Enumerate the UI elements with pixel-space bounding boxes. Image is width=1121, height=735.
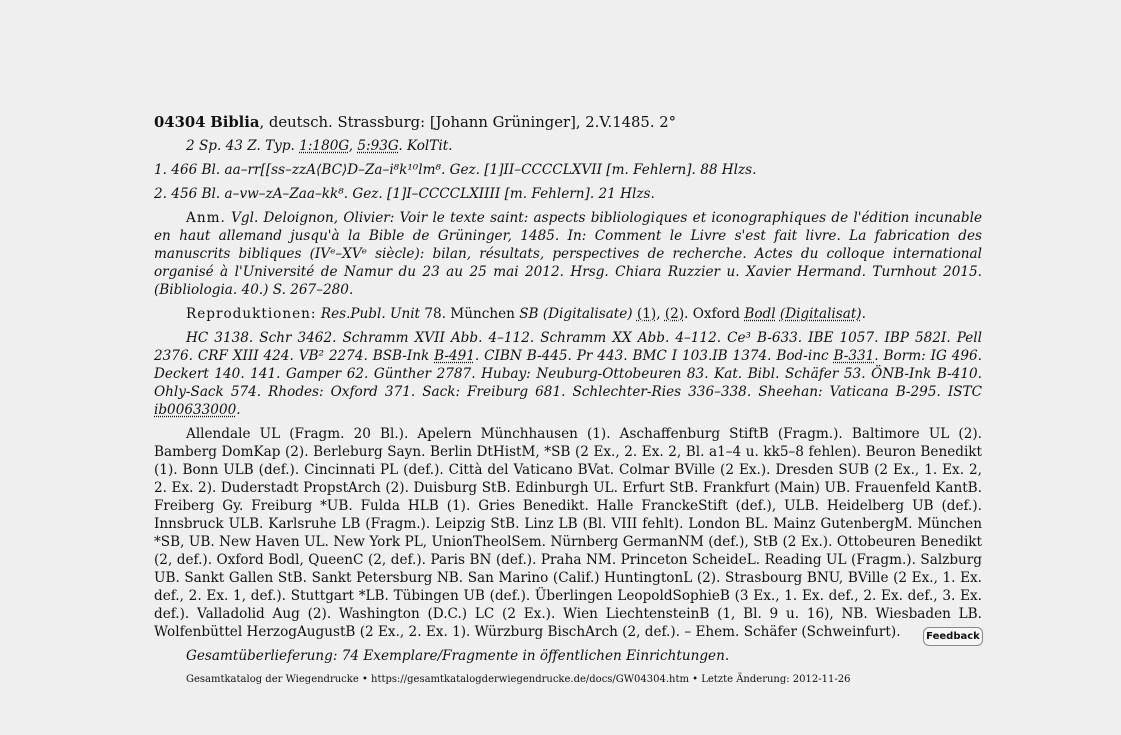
record-title: Biblia [210,114,260,131]
anm-text: Vgl. Deloignon, Olivier: Voir le texte saint: aspects bibliologiques et iconographiques de l'édition incunable en haut allemand jusqu'à la Bible de Grüninger, 1485. In: Comment le Livre s'est fait livre. La fabrication des manuscrits bibliques (IVᵉ–XVᵉ siècle): bilan, résultats, perspectives de recherche. Actes du colloque international organisé à l'Université de Namur du 23 au 25 mai 2012. Hrsg. Chiara Ruzzier u. Xavier Hermand. Turnhout 2015. (Bibliologia. 40.) S. 267–280. [154,210,983,298]
type-link-2[interactable]: 5:93G [357,138,399,154]
volume-1: 1. 466 Bl. aa–rr[[ss–zzA⟨BC⟩D–Za–i⁸k¹⁰lm⁸. Gez. [1]II–CCCCLXVII [m. Fehlern]. 88 Hlzs. [154,162,757,178]
ref-link-istc[interactable]: ib00633000 [154,402,237,418]
references: HC 3138. Schr 3462. Schramm XVII Abb. 4–112. Schramm XX Abb. 4–112. Ce³ B-633. IBE 1057. IBP 582I. Pell 2376. CRF XIII 424. VB² 2274. BSB-Ink B-491. CIBN B-445. Pr 443. BMC I 103.IB 1374. Bod-inc B-331. Borm: IG 496. Deckert 140. 141. Gamper 62. Günther 2787. Hubay: Neuburg-Ottobeuren 83. Kat. Bibl. Schäfer 53. ÖNB-Ink B-410. Ohly-Sack 574. Rhodes: Oxford 371. Sack: Freiburg 681. Schlechter-Ries 336–338. Sheehan: Vaticana B-295. ISTC ib00633000. [154,330,982,418]
repro-link-2[interactable]: (2) [664,306,685,322]
feedback-button[interactable]: Feedback [923,627,983,646]
anm-label: Anm. [186,210,226,226]
record-number: 04304 [154,114,206,131]
holdings: Allendale UL (Fragm. 20 Bl.). Apelern Münchhausen (1). Aschaffenburg StiftB (Fragm.). Baltimore UL (2). Bamberg DomKap (2). Berleburg Sayn. Berlin DtHistM, *SB (2 Ex., 2. Ex. 2, Bl. a1–4 u. kk5–8 fehlen). Beuron Benedikt (1). Bonn ULB (def.). Cincinnati PL (def.). Città del Vaticano BVat. Colmar BVille (2 Ex.). Dresden SUB (2 Ex., 1. Ex. 2, 2. Ex. 2). Duderstadt PropstArch (2). Duisburg StB. Edinburgh UL. Erfurt StB. Frankfurt (Main) UB. Frauenfeld KantB. Freiberg Gy. Freiburg *UB. Fulda HLB (1). Gries Benedikt. Halle FranckeStift (def.), ULB. Heidelberg UB (def.). Innsbruck ULB. Karlsruhe LB (Fragm.). Leipzig StB. Linz LB (Bl. VIII fehlt). London BL. Mainz GutenbergM. München *SB, UB. New Haven UL. New York PL, UnionTheolSem. Nürnberg GermanNM (def.), StB (2 Ex.). Ottobeuren Benedikt (2, def.). Oxford Bodl, QueenC (2, def.). Paris BN (def.). Praha NM. Princeton ScheideL. Reading UL (Fragm.). Salzburg UB. Sankt Gallen StB. Sankt Petersburg NB. San Marino (Calif.) HuntingtonL (2). Strasbourg BNU, BVille (2 Ex., 1. Ex. def., 2. Ex. 1, def.). Stuttgart *LB. Tübingen UB (def.). Überlingen LeopoldSophieB (3 Ex., 1. Ex. def., 2. Ex. def., 3. Ex. def.). Valladolid Aug (2). Washington (D.C.) LC (2 Ex.). Wien LiechtensteinB (1, Bl. 9 u. 16), NB. Wiesbaden LB. Wolfenbüttel HerzogAugustB (2 Ex., 2. Ex. 1). Würzburg BischArch (2, def.). – Ehem. Schäfer (Schweinfurt). [154,426,982,640]
volume-2: 2. 456 Bl. a–vw–zA–Zaa–kk⁸. Gez. [1]I–CCCCLXIIII [m. Fehlern]. 21 Hlzs. [154,186,655,202]
record-imprint: , deutsch. Strassburg: [Johann Grüninger], 2.V.1485. 2° [259,114,677,131]
reproductions: Reproduktionen: Res.Publ. Unit 78. München SB (Digitalisate) (1), (2). Oxford Bodl (Digitalisat). [186,306,866,322]
repro-link-bodl[interactable]: Bodl [744,306,776,322]
annotation [154,209,982,299]
typography-line: 2 Sp. 43 Z. Typ. 1:180G, 5:93G. KolTit. [186,138,453,154]
total-copies: Gesamtüberlieferung: 74 Exemplare/Fragmente in öffentlichen Einrichtungen. [186,648,730,664]
repro-link-1[interactable]: (1) [636,306,657,322]
ref-link-bsb[interactable]: B-491 [434,348,475,364]
type-link-1[interactable]: 1:180G [299,138,349,154]
footer: Gesamtkatalog der Wiegendrucke • https://gesamtkatalogderwiegendrucke.de/docs/GW04304.htm • Letzte Änderung: 2012-11-26 [186,674,851,685]
repro-label: Reproduktionen: [186,306,317,322]
record-heading [154,114,982,132]
record-entry [154,114,982,689]
ref-link-bod[interactable]: B-331 [833,348,875,364]
